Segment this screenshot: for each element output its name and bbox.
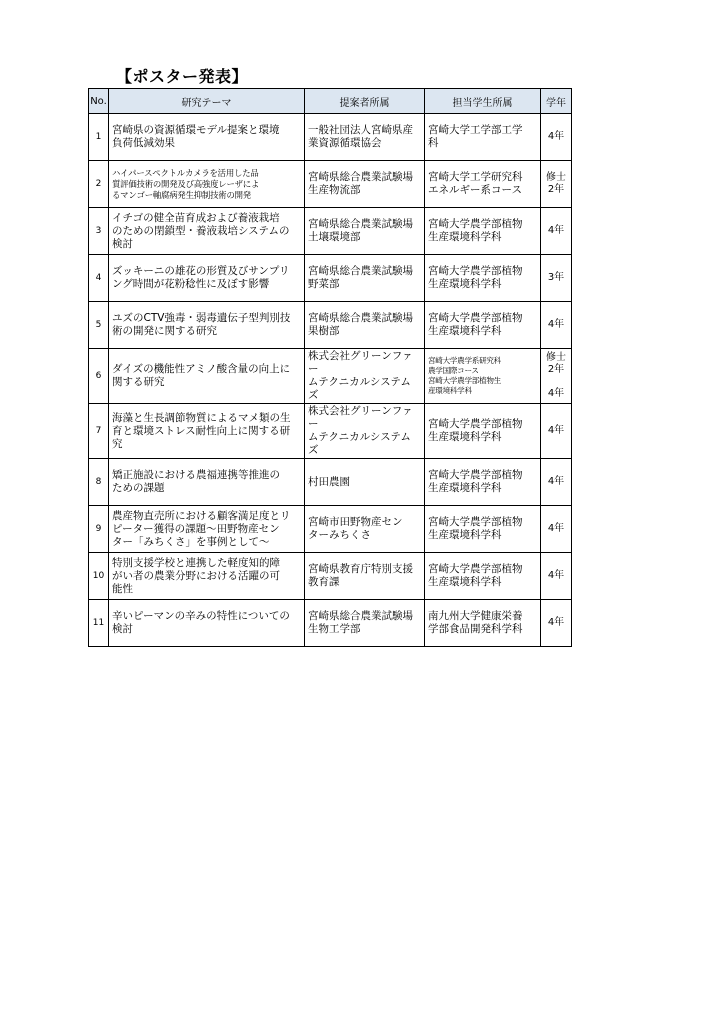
row-grade [541,255,572,302]
row-org: 一般社団法人宮崎県産 業資源循環協会 [305,114,425,161]
row-org: 宮崎県総合農業試験場 生物工学部 [305,600,425,647]
row-org: 宮崎県総合農業試験場 野菜部 [305,255,425,302]
grade-line: 4年 [547,476,565,487]
row-theme: ユズのCTV強毒・弱毒遺伝子型判別技 術の開発に関する研究 [109,302,305,349]
row-no: 4 [89,255,109,302]
table-row [89,404,572,459]
row-theme: ズッキーニの雄花の形質及びサンプリ ング時間が花粉稔性に及ぼす影響 [109,255,305,302]
row-student: 宮崎大学農学系研究科 農学国際コース 宮崎大学農学部植物生 産環境科学科 [425,349,541,404]
row-theme: ハイパースペクトルカメラを活用した品 質評価技術の開発及び高強度レーザによ るマンゴー軸腐病発生抑制技術の開発 [109,161,305,208]
table-row [89,114,572,161]
grade-line: 修士 [546,172,566,183]
row-student: 宮崎大学農学部植物 生産環境科学科 [425,506,541,553]
row-no: 10 [89,553,109,600]
header-no: No. [89,89,109,114]
row-student: 宮崎大学農学部植物 生産環境科学科 [425,553,541,600]
row-no: 7 [89,404,109,459]
row-student: 宮崎大学農学部植物 生産環境科学科 [425,404,541,459]
table-row [89,349,572,404]
grade-line: 4年 [547,523,565,534]
grade-line: 修士 [546,352,566,363]
grade-line: 4年 [547,225,565,236]
row-no: 1 [89,114,109,161]
row-no: 2 [89,161,109,208]
table-row [89,161,572,208]
row-theme: 農産物直売所における顧客満足度とリ ピーター獲得の課題～田野物産セン ター「みちくさ」を事例として～ [109,506,305,553]
row-org: 宮崎市田野物産セン ターみちくさ [305,506,425,553]
row-org: 宮崎県総合農業試験場 果樹部 [305,302,425,349]
row-student: 宮崎大学農学部植物 生産環境科学科 [425,302,541,349]
header-grade: 学年 [541,89,572,114]
row-theme: ダイズの機能性アミノ酸含量の向上に 関する研究 [109,349,305,404]
grade-line: 4年 [547,388,565,399]
row-student: 宮崎大学農学部植物 生産環境科学科 [425,255,541,302]
row-no: 8 [89,459,109,506]
row-no: 3 [89,208,109,255]
row-org: 村田農園 [305,459,425,506]
table-header-row [89,89,572,114]
row-grade [541,459,572,506]
table-row [89,255,572,302]
table-row [89,600,572,647]
grade-line: 4年 [547,425,565,436]
row-no: 5 [89,302,109,349]
row-theme: 辛いピーマンの辛みの特性についての 検討 [109,600,305,647]
row-theme: 海藻と生長調節物質によるマメ類の生 育と環境ストレス耐性向上に関する研 究 [109,404,305,459]
table-row [89,506,572,553]
row-grade [541,600,572,647]
row-student: 宮崎大学農学部植物 生産環境科学科 [425,208,541,255]
grade-line: 2年 [547,184,565,195]
table-row [89,553,572,600]
row-grade [541,349,572,404]
grade-line: 4年 [547,617,565,628]
row-grade [541,404,572,459]
header-theme: 研究テーマ [109,89,305,114]
header-org: 提案者所属 [305,89,425,114]
row-student: 宮崎大学農学部植物 生産環境科学科 [425,459,541,506]
row-org: 株式会社グリーンファー ムテクニカルシステムズ [305,404,425,459]
row-theme: 宮崎県の資源循環モデル提案と環境 負荷低減効果 [109,114,305,161]
row-student: 南九州大学健康栄養 学部食品開発科学科 [425,600,541,647]
header-student: 担当学生所属 [425,89,541,114]
row-theme: 特別支援学校と連携した軽度知的障 がい者の農業分野における活躍の可 能性 [109,553,305,600]
row-no: 11 [89,600,109,647]
table-row [89,208,572,255]
grade-line: 2年 [547,364,565,375]
row-org: 宮崎県総合農業試験場 土壌環境部 [305,208,425,255]
row-grade [541,208,572,255]
row-grade [541,302,572,349]
row-theme: イチゴの健全苗育成および養液栽培 のための閉鎖型・養液栽培システムの 検討 [109,208,305,255]
grade-line: 4年 [547,319,565,330]
table-row [89,459,572,506]
row-org: 宮崎県総合農業試験場 生産物流部 [305,161,425,208]
row-grade [541,506,572,553]
row-org: 株式会社グリーンファー ムテクニカルシステムズ [305,349,425,404]
grade-line: 3年 [547,272,565,283]
row-grade [541,114,572,161]
row-no: 6 [89,349,109,404]
page-title: 【ポスター発表】 [116,67,249,86]
row-no: 9 [89,506,109,553]
row-student: 宮崎大学工学部工学 科 [425,114,541,161]
row-org: 宮崎県教育庁特別支援 教育課 [305,553,425,600]
row-grade [541,553,572,600]
grade-line [541,376,571,388]
row-theme: 矯正施設における農福連携等推進の ための課題 [109,459,305,506]
grade-line: 4年 [547,570,565,581]
row-grade [541,161,572,208]
row-student: 宮崎大学工学研究科 エネルギー系コース [425,161,541,208]
table-row [89,302,572,349]
poster-table [88,88,572,647]
grade-line: 4年 [547,131,565,142]
